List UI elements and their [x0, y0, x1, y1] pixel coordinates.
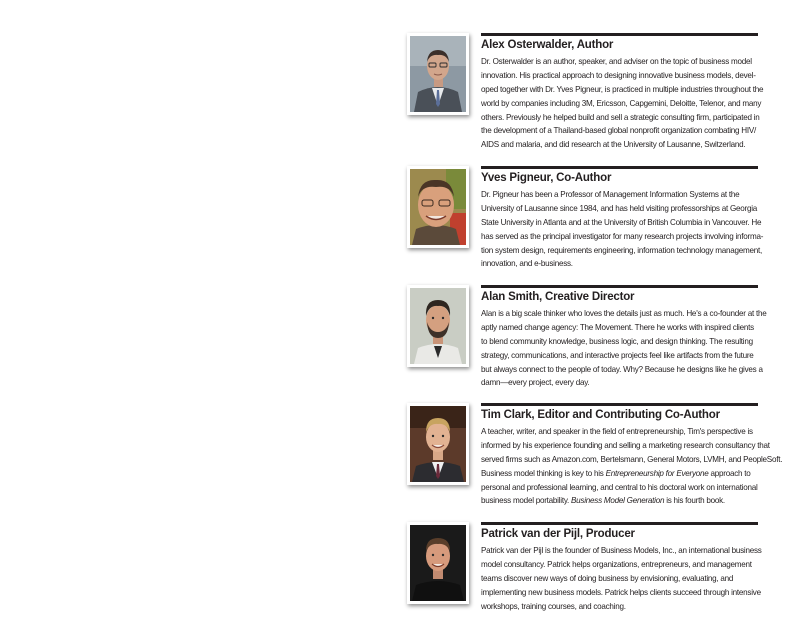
author-bio [481, 55, 764, 152]
bio-line-text: is his fourth book. [664, 496, 725, 506]
bio-line [481, 467, 759, 481]
bio-line: to blend community knowledge, business logic, and design thinking. The resulting [481, 336, 753, 346]
clark-portrait [407, 403, 469, 485]
bio-line: A teacher, writer, and speaker in the field of entrepreneurship, Tim's perspective is [481, 427, 753, 436]
section-rule [481, 166, 758, 169]
bio-line: served firms such as Amazon.com, Bertelsmann, General Motors, LVMH, and PeopleSoft. [481, 454, 783, 464]
bio-line: Patrick van der Pijl is the founder of Business Models, Inc., an international business [481, 546, 762, 555]
bio-line: Alan is a big scale thinker who loves the details just as much. He's a co-founder at the [481, 309, 767, 318]
bio-line: Dr. Pigneur has been a Professor of Management Information Systems at the [481, 190, 740, 199]
bio-line-text: Business model thinking is key to his [481, 468, 606, 478]
smith-portrait [407, 285, 469, 367]
bio-line: Dr. Osterwalder is an author, speaker, and adviser on the topic of business model [481, 57, 752, 66]
bio-line: implementing new business models. Patrick helps clients succeed through intensive [481, 587, 761, 597]
bio-line: aptly named change agency: The Movement. There he works with inspired clients [481, 322, 754, 332]
bio-line [481, 494, 759, 508]
author-name: Yves Pigneur, Co-Author [481, 172, 612, 184]
author-bio [481, 425, 783, 508]
section-rule [481, 285, 758, 288]
bio-line: workshops, training courses, and coaching. [481, 601, 626, 611]
bio-line: personal and professional learning, and central to his doctoral work on international [481, 482, 758, 492]
bio-line: oped together with Dr. Yves Pigneur, is practiced in multiple industries throughout the [481, 84, 764, 94]
bio-line: the development of a Thailand-based global nonprofit organization combating HIV/ [481, 126, 757, 136]
author-name: Patrick van der Pijl, Producer [481, 528, 635, 540]
vanderpijl-portrait [407, 522, 469, 604]
pigneur-portrait [407, 166, 469, 248]
osterwalder-portrait [407, 33, 469, 115]
author-bio [481, 544, 762, 613]
author-name: Alan Smith, Creative Director [481, 291, 635, 303]
bio-line: innovation, and e-business. [481, 259, 573, 269]
bio-line: AIDS and malaria, and did research at the University of Lausanne, Switzerland. [481, 140, 746, 150]
section-rule [481, 33, 758, 36]
book-title-entrepreneurship: Entrepreneurship for Everyone [605, 468, 709, 478]
bio-line-text: approach to [708, 468, 751, 478]
bio-line: State University in Atlanta and at the University of British Columbia in Vancouver. He [481, 217, 762, 227]
section-rule [481, 403, 758, 406]
bio-line: others. Previously he helped build and sell a strategic consulting firm, participated in [481, 112, 760, 122]
section-rule [481, 522, 758, 525]
bio-line: informed by his experience founding and selling a marketing research consultancy that [481, 440, 770, 450]
bio-line: strategy, communications, and interactive projects feel like artifacts from the future [481, 350, 754, 360]
book-title-bmg: Business Model Generation [571, 496, 665, 506]
author-bio [481, 188, 764, 271]
bio-line: teams discover new ways of doing business by envisioning, evaluating, and [481, 573, 734, 583]
bio-line-text: business model portability. [481, 496, 572, 506]
bio-line: world by companies including 3M, Ericsson, Capgemini, Deloitte, Telenor, and many [481, 98, 762, 108]
bio-line: tion system design, requirements engineering, information technology management, [481, 245, 762, 255]
bio-line: University of Lausanne since 1984, and has held visiting professorships at Georgia [481, 203, 757, 213]
bio-line: damn—every project, every day. [481, 378, 590, 388]
bio-line: model consultancy. Patrick helps organizations, entrepreneurs, and management [481, 559, 752, 569]
author-name: Tim Clark, Editor and Contributing Co-Author [481, 409, 720, 421]
bio-line: but always connect to the people of today. Why? Because he designs like he gives a [481, 364, 763, 374]
author-bio [481, 307, 767, 390]
bio-line: has served as the principal investigator for many research projects involving informa- [481, 231, 764, 241]
author-name: Alex Osterwalder, Author [481, 39, 614, 51]
bio-line: innovation. His practical approach to designing innovative business models, devel- [481, 70, 756, 80]
